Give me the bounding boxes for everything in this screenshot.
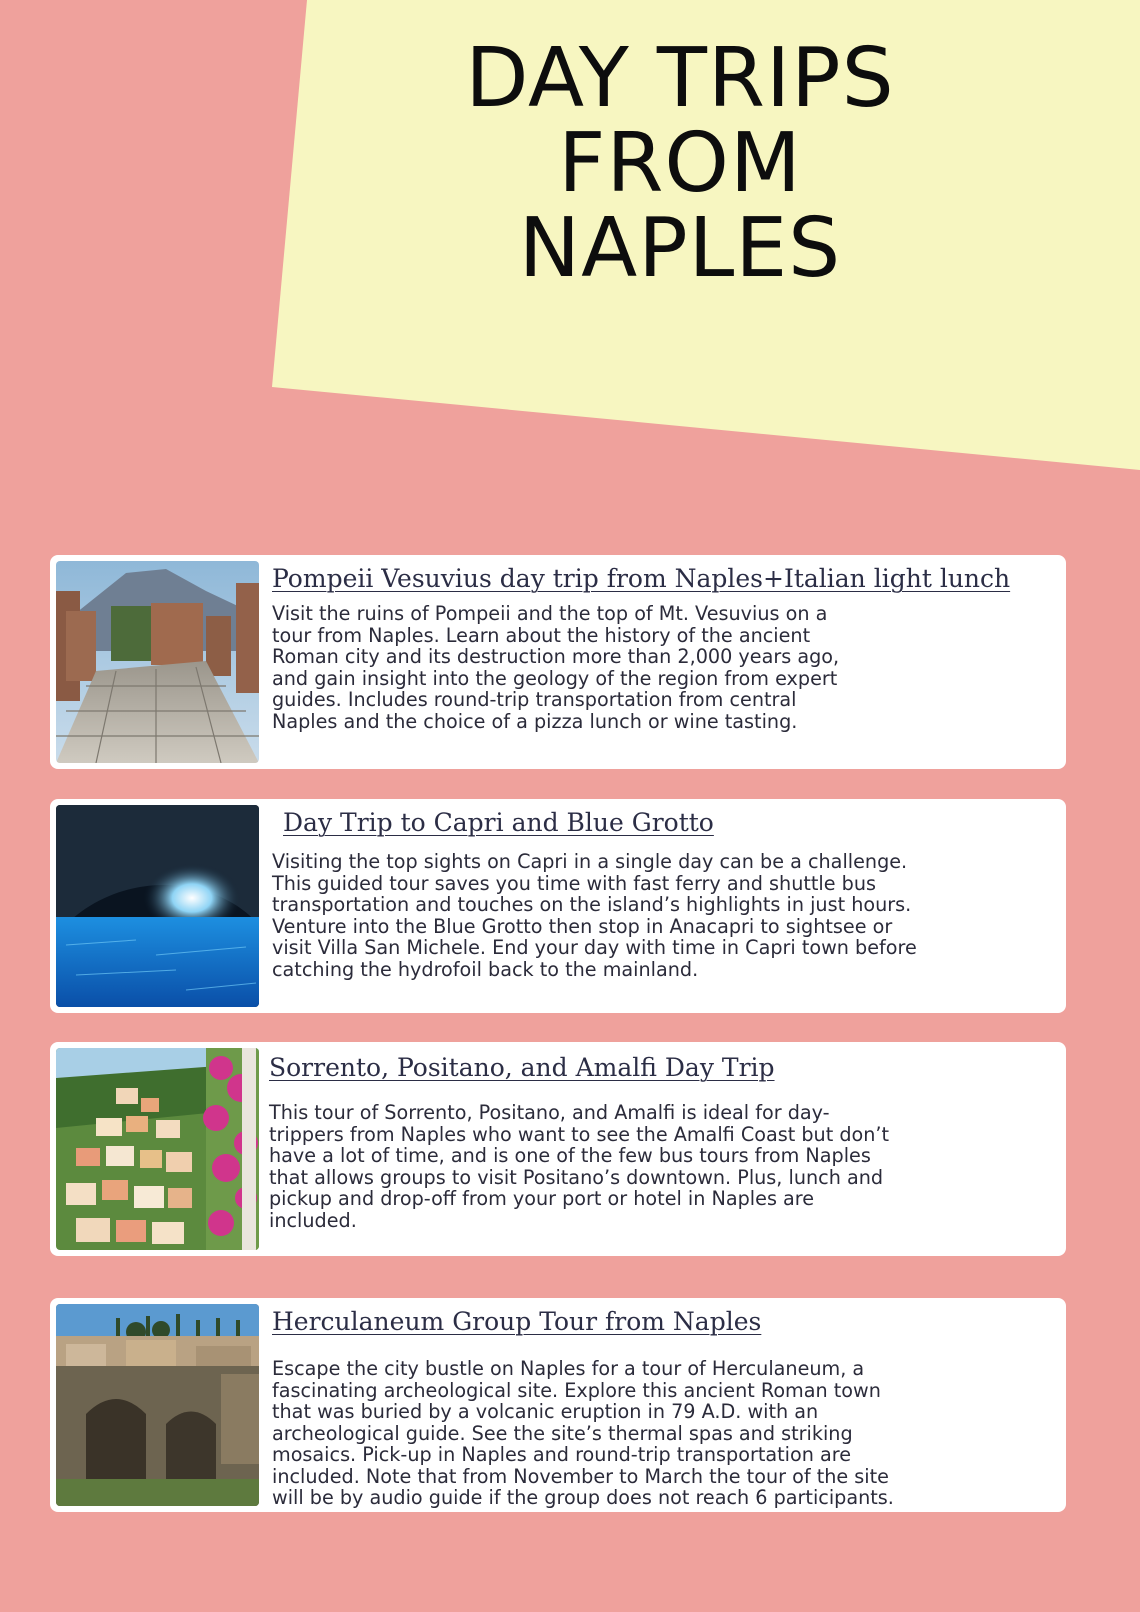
trip-card-herculaneum	[50, 1298, 1066, 1512]
title-line-2: FROM	[558, 116, 802, 211]
trip-title[interactable]: Pompeii Vesuvius day trip from Naples+Italian light lunch	[272, 564, 1011, 593]
positano-photo	[56, 1048, 259, 1250]
title-line-1: DAY TRIPS	[465, 31, 895, 126]
blue-grotto-photo	[56, 805, 259, 1007]
page-title	[360, 31, 1000, 296]
trip-title[interactable]: Day Trip to Capri and Blue Grotto	[283, 808, 714, 837]
trip-description: This tour of Sorrento, Positano, and Amalfi is ideal for day- trippers from Naples who want to see the Amalfi Coast but don’t have a lot of time, and is one of the few bus tours from Naples that allows groups to visit Positano’s downtown. Plus, lunch and pickup and drop-off from your port or hotel in Naples are included.	[269, 1101, 890, 1232]
trip-card-amalfi-coast	[50, 1042, 1066, 1256]
trip-title[interactable]: Sorrento, Positano, and Amalfi Day Trip	[269, 1053, 775, 1082]
trip-title[interactable]: Herculaneum Group Tour from Naples	[272, 1307, 762, 1336]
title-line-3: NAPLES	[518, 201, 842, 296]
trip-description: Escape the city bustle on Naples for a tour of Herculaneum, a fascinating archeological site. Explore this ancient Roman town that was buried by a volcanic eruption in 79 A.D. with an archeological guide. See the site’s thermal spas and striking mosaics. Pick-up in Naples and round-trip transportation are included. Note that from November to March the tour of the site will be by audio guide if the group does not reach 6 participants.	[272, 1357, 894, 1509]
trip-card-pompeii	[50, 555, 1066, 769]
trip-description: Visiting the top sights on Capri in a single day can be a challenge. This guided tour saves you time with fast ferry and shuttle bus transportation and touches on the island’s highlights in just hours. Venture into the Blue Grotto then stop in Anacapri to sightsee or visit Villa San Michele. End your day with time in Capri town before catching the hydrofoil back to the mainland.	[272, 850, 917, 981]
herculaneum-photo	[56, 1304, 259, 1506]
pompeii-ruins-photo	[56, 561, 259, 763]
trip-card-capri	[50, 799, 1066, 1013]
trip-description: Visit the ruins of Pompeii and the top of Mt. Vesuvius on a tour from Naples. Learn about the history of the ancient Roman city and its destruction more than 2,000 years ago, and gain insight into the geology of the region from expert guides. Includes round-trip transportation from central Naples and the choice of a pizza lunch or wine tasting.	[272, 602, 840, 733]
